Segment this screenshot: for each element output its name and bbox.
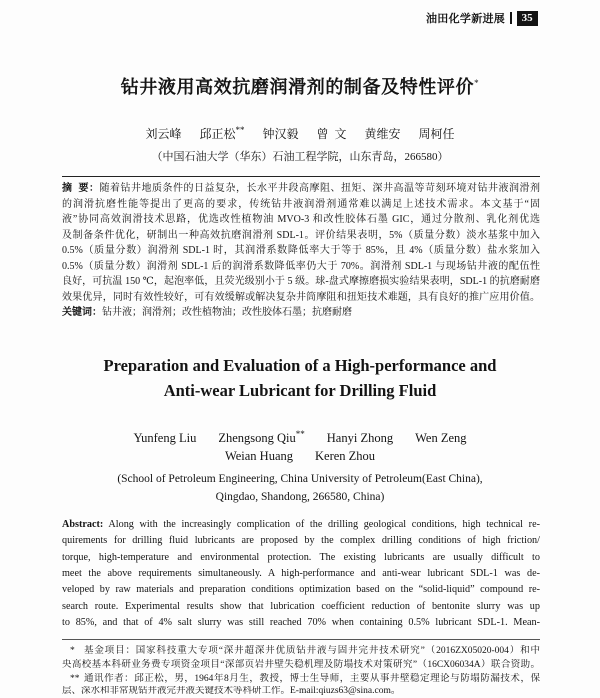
chinese-abstract-text: 随着钻井地质条件的日益复杂，长水平井段高摩阻、扭矩、深井高温等苛刻环境对钻井液润滑剂 [99, 183, 540, 194]
author-name: 周柯任 [418, 127, 455, 141]
footnote-line: 基金项目：国家科技重大专项“深井超深井优质钻井液与固井完井技术研究”（2016ZX05020-004）和中 [84, 646, 540, 656]
journal-name: 油田化学新进展 [426, 13, 506, 25]
english-affiliation-line: Qingdao, Shandong, 266580, China) [215, 491, 385, 503]
footnote-line: 通讯作者：邱正松，男，1964年8月生，教授，博士生导师，主要从事井壁稳定理论与防塌防漏技术，保 [84, 674, 540, 684]
chinese-abstract-line: 0.5%（质量分数）润滑剂 SDL-1 时，其润滑系数降低率大于等于 85%，且 4%（质量分数）盐水浆加入 [62, 245, 540, 256]
running-header [426, 10, 538, 26]
author-name: 邱正松 [199, 127, 236, 141]
author-name: Hanyi Zhong [326, 431, 394, 445]
chinese-title-text: 钻井液用高效抗磨润滑剂的制备及特性评价 [120, 77, 475, 97]
chinese-keywords-label: 关键词： [62, 307, 102, 318]
chinese-affiliation: （中国石油大学（华东）石油工程学院，山东青岛，266580） [151, 151, 449, 163]
english-abstract-line: to 85%, and that of 4% salt slurry was still reached 70% when containing 0.5% lubricant SDL-1. Mean- [62, 617, 540, 628]
english-abstract-line: veloped by raw materials and preparation conditions optimization based on the “solid-liquid” compound re- [62, 584, 540, 596]
author-name: 钟汉毅 [262, 127, 299, 141]
author-name: Weian Huang [224, 449, 294, 463]
author-name: Wen Zeng [415, 431, 467, 445]
header-divider [510, 12, 512, 24]
footnote-line: 层、深水和非常规钻井液完井液关键技术等科研工作。E-mail:qiuzs63@sina.com。 [62, 686, 401, 696]
author-name: 黄维安 [364, 127, 401, 141]
author-name: 曾 文 [316, 127, 347, 141]
chinese-abstract-line: 良好，可抗温 150 ℃，起泡率低，且荧光级别小于 5 级。球-盘式摩擦磨损实验结果表明，SDL-1 的抗磨耐磨 [62, 276, 540, 287]
english-title-line: Anti-wear Lubricant for Drilling Fluid [163, 381, 437, 400]
corresponding-author-mark: ** [235, 125, 245, 135]
english-authors-line [0, 430, 600, 446]
corresponding-author-mark: ** [295, 428, 305, 439]
english-abstract-line: torque, high-temperature and environmental protection. The existing lubricants are usually difficult to [62, 551, 540, 563]
english-title-line: Preparation and Evaluation of a High-performance and [103, 356, 497, 375]
author-name: Yunfeng Liu [133, 431, 197, 445]
chinese-abstract-line: 液”协同高效润滑技术思路，优选改性植物油 MVO-3 和改性胶体石墨 GIC，通过分散剂、乳化剂优选 [62, 214, 540, 225]
chinese-abstract-line: 效果优异，同时有效性较好，可有效缓解或解决复杂井筒摩阻和扭矩技术难题，具有良好的推广应用价值。 [62, 291, 540, 303]
footnote-divider [62, 639, 540, 640]
english-abstract-line: search route. Experimental results show that lubrication coefficient reduction of bentonite slurry was up [62, 600, 540, 612]
abstract-divider [62, 176, 540, 177]
footnote-mark: ** [70, 674, 80, 684]
english-abstract-line [62, 517, 540, 532]
english-abstract-label: Abstract: [62, 519, 104, 530]
footnote-line: 央高校基本科研业务费专项资金项目“深部页岩井壁失稳机理及防塌技术对策研究”（16CX06034A）联合资助。 [62, 660, 540, 670]
english-authors-line [0, 448, 600, 464]
chinese-abstract-line: 及制备条件优化，研制出一种高效抗磨润滑剂 SDL-1。评价结果表明，5%（质量分数）淡水基浆中加入 [62, 229, 540, 241]
english-abstract-text: Along with the increasingly complication of the drilling geological conditions, high technical re- [108, 519, 540, 530]
english-abstract-line: meet the above requirements simultaneously. A high-performance and anti-wear lubricant SDL-1 was de- [62, 568, 540, 579]
chinese-abstract-line: 0.5%（质量分数）润滑剂 SDL-1 后的润滑系数降低率仍大于 70%。润滑剂 SDL-1 与现场钻井液的配伍性 [62, 260, 540, 272]
chinese-keywords [62, 305, 540, 320]
chinese-authors [0, 126, 600, 142]
english-abstract-line: quirements for drilling fluid lubricants are proposed by the complex drilling conditions of high friction/ [62, 535, 540, 547]
chinese-keywords-text: 钻井液；润滑剂；改性植物油；改性胶体石墨；抗磨耐磨 [102, 307, 352, 318]
author-name: Zhengsong Qiu [218, 431, 296, 445]
author-name: Keren Zhou [315, 449, 376, 463]
title-footnote-mark: * [474, 78, 480, 88]
english-affiliation-line: (School of Petroleum Engineering, China University of Petroleum(East China), [117, 473, 483, 485]
chinese-abstract-line: 的润滑抗磨性能等提出了更高的要求，传统钻井液润滑剂通常难以满足上述技术需求。本文基于“固 [62, 198, 540, 210]
chinese-title [0, 76, 600, 98]
page-number: 35 [517, 11, 538, 26]
author-name: 刘云峰 [145, 127, 182, 141]
chinese-abstract-line [62, 181, 540, 196]
footnote-mark: * [70, 646, 75, 656]
chinese-abstract-label: 摘 要： [62, 183, 100, 194]
